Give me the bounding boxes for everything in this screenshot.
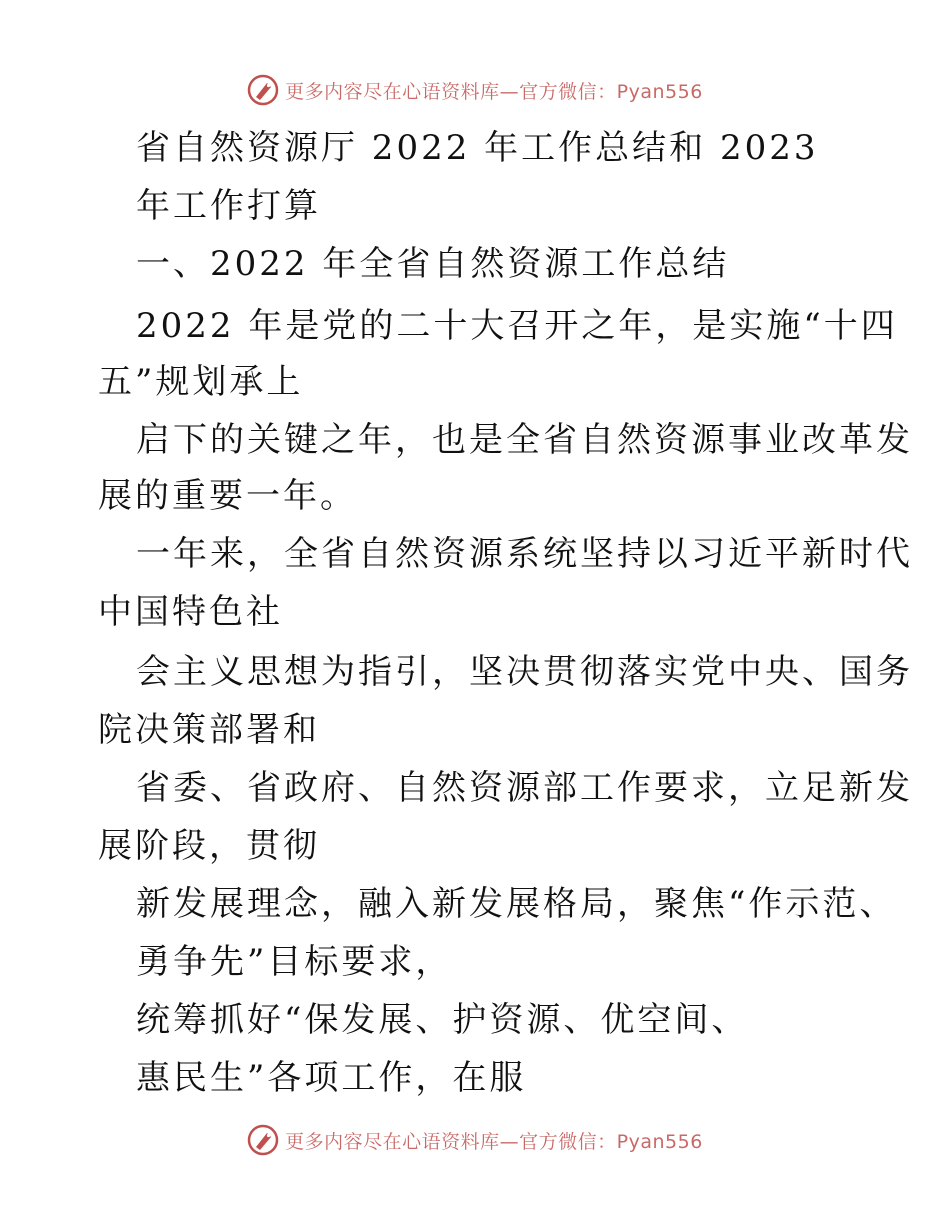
title-line-2: 年工作打算	[136, 186, 321, 226]
footer-watermark	[0, 1120, 950, 1160]
paragraph-line: 省委、省政府、自然资源部工作要求，立足新发	[136, 768, 913, 808]
paragraph-line: 2022 年是党的二十大召开之年，是实施“十四	[136, 306, 898, 346]
paragraph-line: 展的重要一年。	[98, 476, 357, 516]
section-heading: 一、2022 年全省自然资源工作总结	[136, 244, 730, 284]
paragraph-line: 惠民生”各项工作，在服	[136, 1058, 527, 1098]
paragraph-line: 中国特色社	[98, 592, 283, 632]
paragraph-line: 会主义思想为指引，坚决贯彻落实党中央、国务	[136, 652, 913, 692]
paragraph-line: 院决策部署和	[98, 710, 320, 750]
watermark-text: 更多内容尽在心语资料库—官方微信：Pyan556	[285, 80, 703, 103]
paragraph-line: 启下的关键之年，也是全省自然资源事业改革发	[136, 420, 913, 460]
paragraph-line: 一年来，全省自然资源系统坚持以习近平新时代	[136, 534, 913, 574]
pen-nib-logo-icon	[247, 1124, 279, 1156]
paragraph-line: 新发展理念，融入新发展格局，聚焦“作示范、	[136, 884, 897, 924]
paragraph-line: 五”规划承上	[98, 362, 304, 402]
paragraph-line: 勇争先”目标要求，	[136, 942, 453, 982]
pen-nib-logo-icon	[247, 74, 279, 106]
watermark-text: 更多内容尽在心语资料库—官方微信：Pyan556	[285, 1130, 703, 1153]
paragraph-line: 统筹抓好“保发展、护资源、优空间、	[136, 1000, 749, 1040]
paragraph-line: 展阶段，贯彻	[98, 826, 320, 866]
header-watermark	[0, 70, 950, 110]
title-line-1: 省自然资源厅 2022 年工作总结和 2023	[136, 128, 819, 168]
